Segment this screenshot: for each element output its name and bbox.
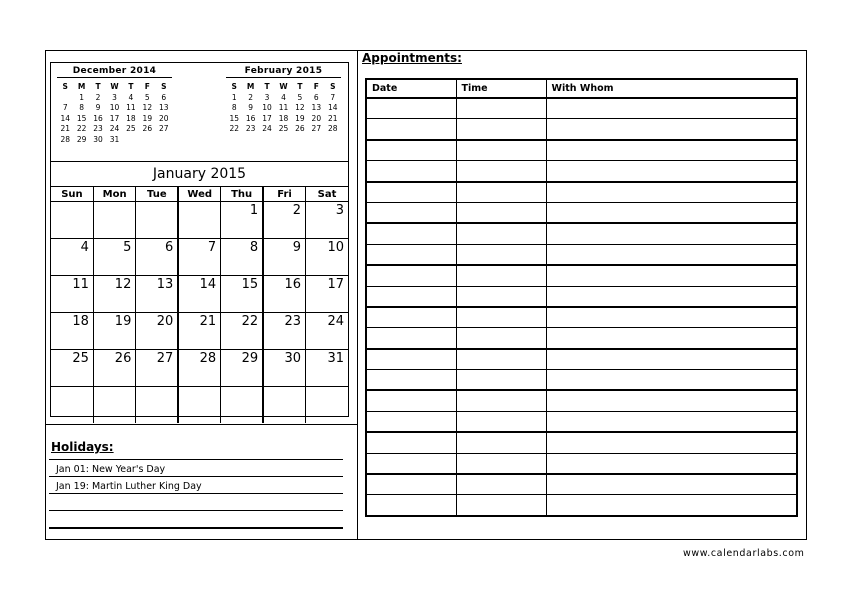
- day-cell: 30: [263, 350, 305, 387]
- holiday-line: [49, 493, 343, 494]
- with-whom-cell[interactable]: [546, 140, 797, 161]
- day-cell: 8: [231, 103, 237, 113]
- day-cell: [178, 387, 220, 424]
- holiday-line: [49, 510, 343, 511]
- day-cell: 19: [93, 313, 135, 350]
- appointment-row: [366, 349, 797, 370]
- with-whom-cell[interactable]: [546, 98, 797, 119]
- mini-calendar-next: [226, 66, 341, 134]
- day-cell: 18: [126, 113, 136, 123]
- day-cell: 12: [93, 276, 135, 313]
- day-cell: 20: [136, 313, 178, 350]
- appointment-row: [366, 390, 797, 411]
- day-cell: 18: [278, 113, 289, 123]
- column-header-time: Time: [456, 79, 546, 98]
- week-row: [226, 113, 341, 124]
- day-cell: 6: [313, 92, 319, 102]
- appointment-row: [366, 182, 797, 203]
- mini-calendar-title: February 2015: [226, 66, 341, 78]
- time-cell[interactable]: [456, 474, 546, 495]
- day-cell: 10: [109, 103, 120, 113]
- with-whom-cell[interactable]: [546, 202, 797, 223]
- day-cell: 29: [76, 134, 87, 144]
- with-whom-cell[interactable]: [546, 474, 797, 495]
- with-whom-cell[interactable]: [546, 349, 797, 370]
- weekday-label: T: [95, 82, 101, 91]
- time-cell[interactable]: [456, 411, 546, 432]
- day-cell: [136, 387, 178, 424]
- date-cell[interactable]: [366, 223, 456, 244]
- day-cell: 22: [229, 124, 239, 134]
- day-cell: [221, 387, 263, 424]
- weekday-label: Tue: [136, 187, 178, 202]
- day-cell: 6: [161, 92, 167, 102]
- day-cell: 12: [142, 103, 153, 113]
- day-cell: 16: [93, 113, 103, 123]
- with-whom-cell[interactable]: [546, 370, 797, 391]
- weekday-label: M: [246, 82, 255, 91]
- time-cell[interactable]: [456, 182, 546, 203]
- holiday-line: [49, 476, 343, 477]
- day-cell: 7: [62, 103, 68, 113]
- date-cell[interactable]: [366, 328, 456, 349]
- with-whom-cell[interactable]: [546, 286, 797, 307]
- day-cell: 10: [262, 103, 272, 113]
- holidays-separator: [45, 424, 357, 425]
- day-cell: 27: [136, 350, 178, 387]
- day-cell: 8: [221, 239, 263, 276]
- weekday-label: S: [161, 82, 167, 91]
- day-cell: 6: [136, 239, 178, 276]
- appointment-row: [366, 474, 797, 495]
- date-cell[interactable]: [366, 495, 456, 516]
- time-cell[interactable]: [456, 119, 546, 140]
- weekday-label: Sat: [306, 187, 348, 202]
- with-whom-cell[interactable]: [546, 328, 797, 349]
- day-cell: 16: [245, 113, 256, 123]
- day-cell: 19: [142, 113, 153, 123]
- weekday-label: F: [313, 82, 319, 91]
- appointment-row: [366, 161, 797, 182]
- day-cell: 22: [221, 313, 263, 350]
- day-cell: 24: [262, 124, 272, 134]
- day-cell: 28: [327, 124, 338, 134]
- day-cell: 11: [51, 276, 93, 313]
- day-cell: 27: [311, 124, 322, 134]
- time-cell[interactable]: [456, 202, 546, 223]
- day-cell: 29: [221, 350, 263, 387]
- day-cell: 11: [126, 103, 136, 113]
- day-cell: 25: [51, 350, 93, 387]
- day-cell: 9: [95, 103, 101, 113]
- day-cell: [51, 202, 93, 239]
- month-title: January 2015: [152, 166, 247, 182]
- day-cell: 15: [76, 113, 87, 123]
- weekday-label: T: [128, 82, 134, 91]
- with-whom-cell[interactable]: [546, 244, 797, 265]
- day-cell: 20: [158, 113, 169, 123]
- appointment-row: [366, 98, 797, 119]
- time-cell[interactable]: [456, 432, 546, 453]
- week-row: [57, 124, 172, 135]
- time-cell[interactable]: [456, 453, 546, 474]
- day-cell: 27: [158, 124, 169, 134]
- time-cell[interactable]: [456, 98, 546, 119]
- day-cell: 9: [263, 239, 305, 276]
- day-cell: 21: [178, 313, 220, 350]
- weekday-label: Thu: [221, 187, 263, 202]
- holidays-title: Holidays:: [51, 440, 114, 454]
- day-cell: [136, 202, 178, 239]
- day-cell: 17: [109, 113, 120, 123]
- day-cell: 2: [263, 202, 305, 239]
- time-cell[interactable]: [456, 495, 546, 516]
- day-cell: 4: [128, 92, 134, 102]
- day-cell: 4: [51, 239, 93, 276]
- day-cell: 11: [278, 103, 289, 113]
- day-cell: 26: [142, 124, 153, 134]
- weekday-label: S: [62, 82, 68, 91]
- day-cell: 4: [281, 92, 286, 102]
- date-cell[interactable]: [366, 265, 456, 286]
- date-cell[interactable]: [366, 307, 456, 328]
- day-cell: 13: [136, 276, 178, 313]
- day-cell: 10: [306, 239, 348, 276]
- weekday-label: T: [297, 82, 303, 91]
- day-cell: 1: [231, 92, 237, 102]
- weekday-label: Sun: [51, 187, 93, 202]
- column-header-with-whom: With Whom: [546, 79, 797, 98]
- day-cell: 31: [109, 134, 120, 144]
- day-cell: 9: [248, 103, 254, 113]
- day-cell: 28: [60, 134, 70, 144]
- with-whom-cell[interactable]: [546, 223, 797, 244]
- column-header-date: Date: [366, 79, 456, 98]
- mini-calendar-grid: [57, 81, 172, 145]
- day-cell: 3: [306, 202, 348, 239]
- appointment-row: [366, 286, 797, 307]
- appointments-title: Appointments:: [362, 51, 462, 65]
- day-cell: 7: [178, 239, 220, 276]
- day-cell: 23: [245, 124, 256, 134]
- day-cell: [51, 387, 93, 424]
- day-cell: [263, 387, 305, 424]
- time-cell[interactable]: [456, 140, 546, 161]
- with-whom-cell[interactable]: [546, 182, 797, 203]
- day-cell: [57, 92, 73, 103]
- day-cell: 5: [144, 92, 150, 102]
- with-whom-cell[interactable]: [546, 453, 797, 474]
- with-whom-cell[interactable]: [546, 495, 797, 516]
- day-cell: 3: [112, 92, 117, 102]
- appointment-row: [366, 202, 797, 223]
- day-cell: 13: [311, 103, 322, 113]
- appointment-row: [366, 140, 797, 161]
- week-row: [57, 92, 172, 103]
- week-row: [226, 92, 341, 103]
- day-cell: [306, 387, 348, 424]
- week-row: [51, 387, 348, 424]
- with-whom-cell[interactable]: [546, 307, 797, 328]
- date-cell[interactable]: [366, 390, 456, 411]
- with-whom-cell[interactable]: [546, 390, 797, 411]
- date-cell[interactable]: [366, 98, 456, 119]
- date-cell[interactable]: [366, 370, 456, 391]
- mini-calendar-title: December 2014: [57, 66, 172, 78]
- day-cell: [123, 134, 139, 145]
- time-cell[interactable]: [456, 328, 546, 349]
- day-cell: 17: [262, 113, 272, 123]
- weekday-label: W: [110, 82, 119, 91]
- with-whom-cell[interactable]: [546, 432, 797, 453]
- day-cell: [139, 134, 155, 145]
- date-cell[interactable]: [366, 474, 456, 495]
- day-cell: 25: [278, 124, 289, 134]
- day-cell: 13: [158, 103, 169, 113]
- holiday-line: [49, 459, 343, 460]
- day-cell: 21: [60, 124, 70, 134]
- day-cell: 24: [306, 313, 348, 350]
- day-cell: 23: [93, 124, 103, 134]
- day-cell: 2: [248, 92, 254, 102]
- day-cell: 31: [306, 350, 348, 387]
- weekday-label: Wed: [178, 187, 220, 202]
- appointment-row: [366, 244, 797, 265]
- week-row: [51, 276, 348, 313]
- day-cell: 24: [109, 124, 120, 134]
- day-cell: 23: [263, 313, 305, 350]
- day-cell: 20: [311, 113, 322, 123]
- with-whom-cell[interactable]: [546, 119, 797, 140]
- day-cell: 28: [178, 350, 220, 387]
- day-cell: 15: [229, 113, 239, 123]
- time-cell[interactable]: [456, 223, 546, 244]
- day-cell: [178, 202, 220, 239]
- week-row: [51, 313, 348, 350]
- day-cell: 21: [327, 113, 338, 123]
- date-cell[interactable]: [366, 453, 456, 474]
- week-row: [57, 134, 172, 145]
- day-cell: 8: [79, 103, 85, 113]
- appointment-row: [366, 265, 797, 286]
- appointment-row: [366, 328, 797, 349]
- date-cell[interactable]: [366, 182, 456, 203]
- week-row: [226, 124, 341, 135]
- date-cell[interactable]: [366, 244, 456, 265]
- day-cell: 25: [126, 124, 136, 134]
- with-whom-cell[interactable]: [546, 265, 797, 286]
- date-cell[interactable]: [366, 349, 456, 370]
- appointment-row: [366, 223, 797, 244]
- weekday-label: T: [264, 82, 270, 91]
- day-cell: 1: [79, 92, 85, 102]
- appointment-row: [366, 119, 797, 140]
- time-cell[interactable]: [456, 286, 546, 307]
- with-whom-cell[interactable]: [546, 161, 797, 182]
- day-cell: 17: [306, 276, 348, 313]
- time-cell[interactable]: [456, 390, 546, 411]
- mini-calendar-prev: [57, 66, 172, 145]
- day-cell: 18: [51, 313, 93, 350]
- mini-calendar-grid: [226, 81, 341, 134]
- day-cell: 26: [295, 124, 305, 134]
- date-cell[interactable]: [366, 432, 456, 453]
- weekday-label: M: [77, 82, 86, 91]
- appointment-row: [366, 307, 797, 328]
- day-cell: 22: [76, 124, 87, 134]
- day-cell: [93, 202, 135, 239]
- week-row: [57, 113, 172, 124]
- month-calendar: [50, 161, 349, 417]
- with-whom-cell[interactable]: [546, 411, 797, 432]
- day-cell: 7: [330, 92, 336, 102]
- date-cell[interactable]: [366, 202, 456, 223]
- day-cell: [93, 387, 135, 424]
- time-cell[interactable]: [456, 307, 546, 328]
- day-cell: 14: [327, 103, 338, 113]
- appointment-row: [366, 370, 797, 391]
- day-cell: 30: [93, 134, 103, 144]
- day-cell: 14: [60, 113, 70, 123]
- week-row: [51, 239, 348, 276]
- week-row: [57, 103, 172, 114]
- day-cell: 5: [297, 92, 303, 102]
- week-row: [226, 103, 341, 114]
- time-cell[interactable]: [456, 370, 546, 391]
- holiday-item: Jan 01: New Year's Day: [56, 464, 166, 475]
- day-cell: 15: [221, 276, 263, 313]
- date-cell[interactable]: [366, 119, 456, 140]
- time-cell[interactable]: [456, 161, 546, 182]
- time-cell[interactable]: [456, 349, 546, 370]
- weekday-label: S: [231, 82, 237, 91]
- appointment-row: [366, 453, 797, 474]
- appointment-row: [366, 432, 797, 453]
- day-cell: 12: [295, 103, 305, 113]
- weekday-label: Fri: [263, 187, 305, 202]
- date-cell[interactable]: [366, 286, 456, 307]
- week-row: [51, 350, 348, 387]
- month-grid: [51, 186, 348, 423]
- column-divider: [357, 50, 358, 540]
- appointments-table: [365, 78, 798, 517]
- appointment-row: [366, 495, 797, 516]
- appointment-row: [366, 411, 797, 432]
- footer-url: www.calendarlabs.com: [683, 548, 805, 559]
- day-cell: 14: [178, 276, 220, 313]
- day-cell: 19: [295, 113, 305, 123]
- day-cell: 2: [95, 92, 101, 102]
- week-row: [51, 202, 348, 239]
- weekday-label: Mon: [93, 187, 135, 202]
- date-cell[interactable]: [366, 411, 456, 432]
- holiday-line: [49, 527, 343, 529]
- weekday-label: F: [144, 82, 150, 91]
- date-cell[interactable]: [366, 161, 456, 182]
- day-cell: [156, 134, 172, 145]
- day-cell: 1: [221, 202, 263, 239]
- weekday-label: W: [279, 82, 288, 91]
- day-cell: 3: [264, 92, 270, 102]
- weekday-label: S: [330, 82, 336, 91]
- time-cell[interactable]: [456, 244, 546, 265]
- day-cell: 5: [93, 239, 135, 276]
- day-cell: 26: [93, 350, 135, 387]
- date-cell[interactable]: [366, 140, 456, 161]
- day-cell: 16: [263, 276, 305, 313]
- time-cell[interactable]: [456, 265, 546, 286]
- holiday-item: Jan 19: Martin Luther King Day: [56, 481, 202, 492]
